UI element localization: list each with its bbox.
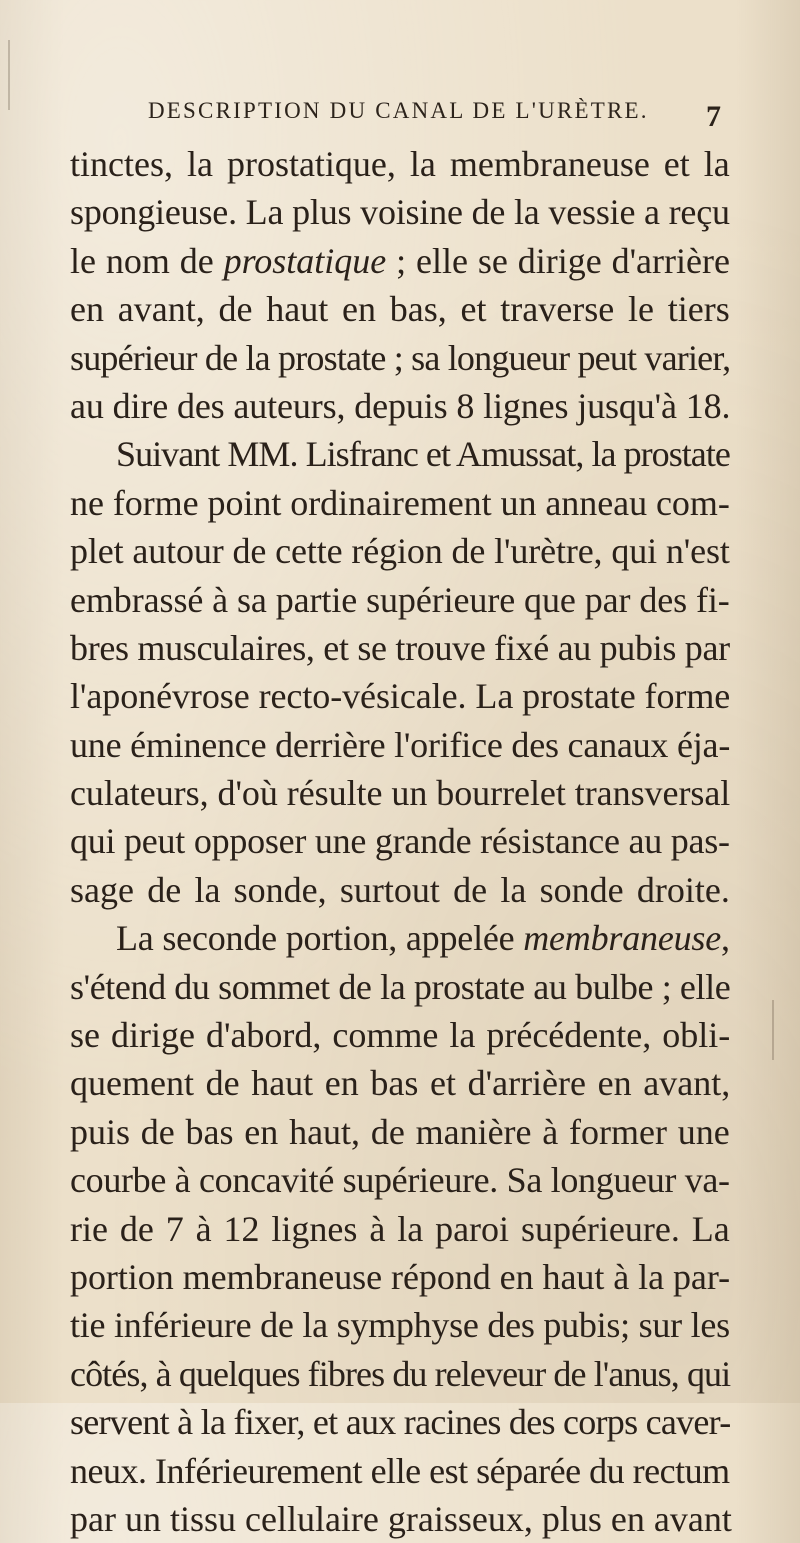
text-line: qui peut opposer une grande résistance au pas- bbox=[70, 821, 730, 862]
text-line: au dire des auteurs, depuis 8 lignes jusqu'à 18. bbox=[70, 385, 731, 426]
text-line: une éminence derrière l'orifice des canaux éja- bbox=[70, 724, 731, 765]
text-line: spongieuse. La plus voisine de la vessie a reçu bbox=[70, 192, 730, 233]
paragraph-start-line: Suivant MM. Lisfranc et Amussat, la prostate bbox=[116, 434, 730, 475]
text-run: ; elle se dirige d'arrière bbox=[386, 240, 730, 281]
text-line: plet autour de cette région de l'urètre, qui n'est bbox=[70, 531, 730, 572]
text-line: supérieur de la prostate ; sa longueur peut varier, bbox=[70, 337, 731, 378]
text-line: se dirige d'abord, comme la précédente, obli- bbox=[70, 1015, 731, 1056]
text-line: courbe à concavité supérieure. Sa longueur va- bbox=[70, 1160, 730, 1201]
text-line: côtés, à quelques fibres du releveur de l'anus, qui bbox=[70, 1353, 731, 1394]
text-line: quement de haut en bas et d'arrière en avant, bbox=[70, 1063, 731, 1104]
page-number: 7 bbox=[706, 100, 721, 133]
page-body bbox=[70, 140, 730, 1543]
text-line: sage de la sonde, surtout de la sonde droite. bbox=[70, 869, 730, 910]
text-line: culateurs, d'où résulte un bourrelet transversal bbox=[70, 773, 731, 814]
text-run: le nom de bbox=[70, 240, 224, 281]
text-line: bres musculaires, et se trouve fixé au pubis par bbox=[70, 627, 730, 668]
italic-term: prostatique bbox=[223, 240, 387, 281]
text-line: portion membraneuse répond en haut à la par- bbox=[70, 1256, 731, 1297]
text-line: l'aponévrose recto-vésicale. La prostate forme bbox=[70, 676, 731, 717]
text-line bbox=[70, 237, 730, 285]
text-line: rie de 7 à 12 lignes à la paroi supérieure. La bbox=[70, 1208, 730, 1249]
text-line: tie inférieure de la symphyse des pubis; sur les bbox=[70, 1305, 730, 1346]
text-line: embrassé à sa partie supérieure que par des fi- bbox=[70, 579, 730, 620]
page-edge-mark bbox=[772, 1000, 774, 1060]
page-edge-mark bbox=[8, 40, 10, 110]
text-run: , bbox=[721, 918, 730, 959]
text-run: La seconde portion, appelée bbox=[116, 918, 524, 959]
paragraph-start-line bbox=[70, 914, 730, 962]
running-title: DESCRIPTION DU CANAL DE L'URÈTRE. bbox=[148, 98, 649, 123]
text-line: s'étend du sommet de la prostate au bulbe ; elle bbox=[70, 966, 731, 1007]
text-line: en avant, de haut en bas, et traverse le tiers bbox=[70, 289, 730, 330]
text-line: servent à la fixer, et aux racines des corps caver- bbox=[70, 1402, 731, 1443]
text-line: puis de bas en haut, de manière à former une bbox=[70, 1111, 730, 1152]
text-line: par un tissu cellulaire graisseux, plus en avant bbox=[70, 1498, 732, 1539]
text-line: tinctes, la prostatique, la membraneuse et la bbox=[70, 144, 730, 184]
text-line: ne forme point ordinairement un anneau com- bbox=[70, 482, 730, 523]
italic-term: membraneuse bbox=[523, 918, 721, 959]
text-line: neux. Inférieurement elle est séparée du rectum bbox=[70, 1450, 730, 1491]
